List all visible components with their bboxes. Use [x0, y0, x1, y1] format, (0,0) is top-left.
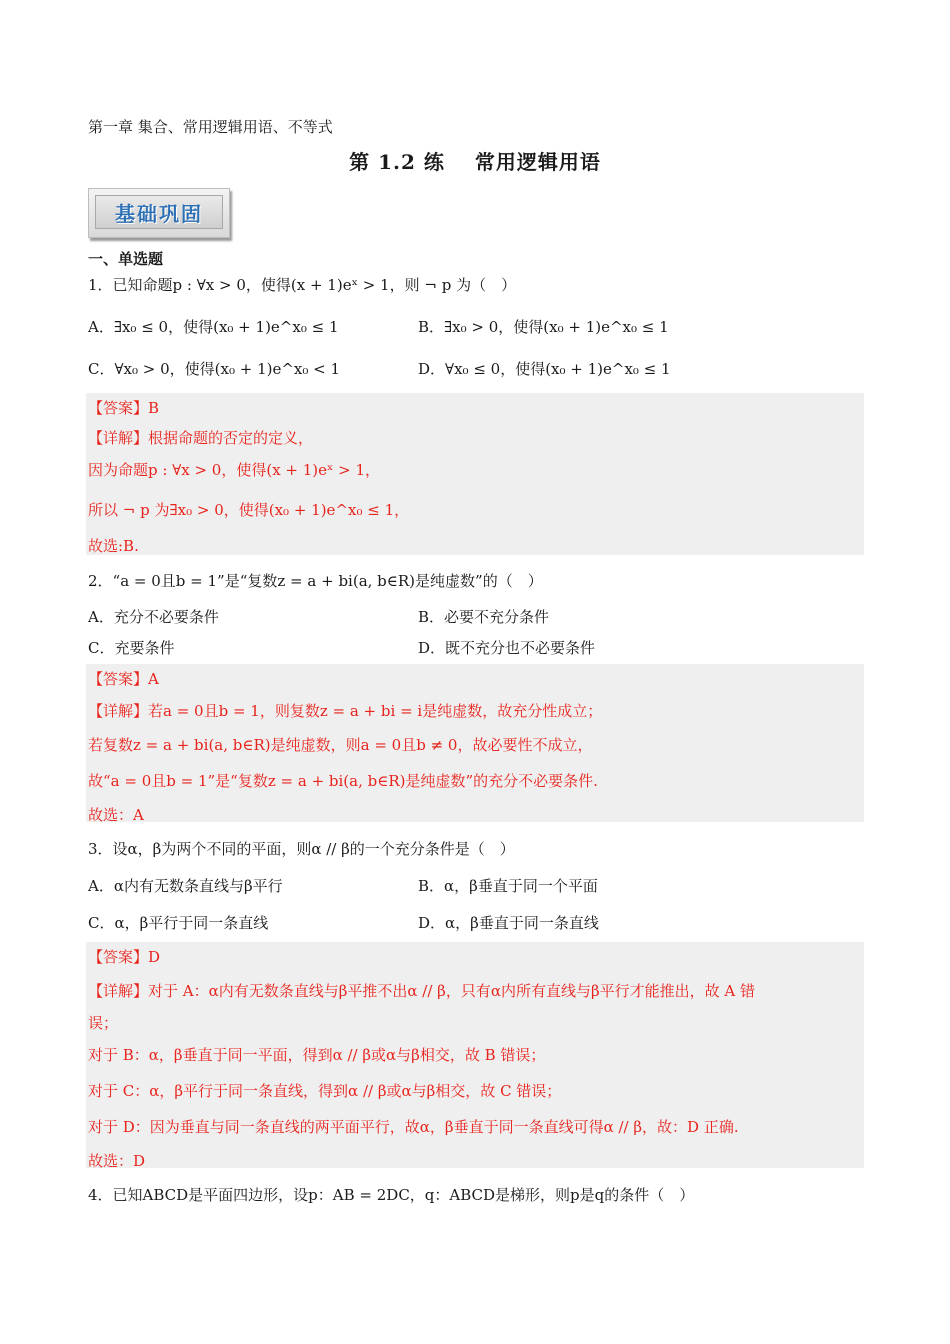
question-3-detail-line: 故选：D — [88, 1152, 146, 1170]
question-1-detail-line: 【详解】根据命题的否定的定义， — [88, 429, 314, 447]
question-1-option-b: B．∃x₀ > 0，使得(x₀ + 1)e^x₀ ≤ 1 — [418, 318, 669, 336]
section-badge — [88, 188, 230, 238]
question-2-detail-line: 故选：A — [88, 806, 144, 824]
question-1-answer: 【答案】B — [88, 399, 160, 417]
question-1-detail-line: 所以 ¬ p 为∃x₀ > 0，使得(x₀ + 1)e^x₀ ≤ 1， — [88, 501, 410, 519]
section-badge-label: 基础巩固 — [95, 195, 223, 229]
section-heading: 一、单选题 — [88, 250, 164, 268]
question-4-stem: 4．已知ABCD是平面四边形，设p：AB = 2DC，q：ABCD是梯形，则p是q的条件（ ） — [88, 1186, 695, 1204]
question-1-detail-line: 因为命题p : ∀x > 0，使得(x + 1)eˣ > 1， — [88, 461, 381, 479]
question-2-option-b: B．必要不充分条件 — [418, 608, 550, 626]
question-3-answer-block — [86, 942, 864, 1168]
title-topic: 常用逻辑用语 — [474, 150, 601, 174]
question-3-detail-line: 误； — [88, 1014, 119, 1032]
question-3-detail-line: 【详解】对于 A：α内有无数条直线与β平推不出α // β，只有α内所有直线与β平行才能推出，故 A 错 — [88, 982, 756, 1000]
question-2-detail-line: 故“a = 0且b = 1”是“复数z = a + bi(a, b∈R)是纯虚数”的充分不必要条件. — [88, 772, 598, 790]
question-1-option-d: D．∀x₀ ≤ 0，使得(x₀ + 1)e^x₀ ≤ 1 — [418, 360, 671, 378]
question-3-detail-line: 对于 C：α，β平行于同一条直线，得到α // β或α与β相交，故 C 错误； — [88, 1082, 562, 1100]
question-3-option-b: B．α，β垂直于同一个平面 — [418, 877, 598, 895]
question-3-option-d: D．α，β垂直于同一条直线 — [418, 914, 599, 932]
question-2-stem: 2．“a = 0且b = 1”是“复数z = a + bi(a, b∈R)是纯虚数”的（ ） — [88, 572, 543, 590]
question-1-stem: 1．已知命题p : ∀x > 0，使得(x + 1)eˣ > 1，则 ¬ p 为（ ） — [88, 276, 517, 294]
question-2-option-c: C．充要条件 — [88, 639, 175, 657]
chapter-heading: 第一章 集合、常用逻辑用语、不等式 — [88, 118, 333, 136]
question-3-option-c: C．α，β平行于同一条直线 — [88, 914, 269, 932]
question-3-answer: 【答案】D — [88, 948, 161, 966]
question-1-option-a: A．∃x₀ ≤ 0，使得(x₀ + 1)e^x₀ ≤ 1 — [88, 318, 339, 336]
title-number: 第 1.2 练 — [349, 150, 445, 174]
question-2-option-a: A．充分不必要条件 — [88, 608, 219, 626]
question-3-stem: 3．设α，β为两个不同的平面，则α // β的一个充分条件是（ ） — [88, 840, 515, 858]
question-2-detail-line: 若复数z = a + bi(a, b∈R)是纯虚数，则a = 0且b ≠ 0，故必要性不成立， — [88, 736, 593, 754]
question-2-answer-block — [86, 664, 864, 822]
question-3-option-a: A．α内有无数条直线与β平行 — [88, 877, 283, 895]
question-2-option-d: D．既不充分也不必要条件 — [418, 639, 596, 657]
question-1-detail-line: 故选:B. — [88, 537, 139, 555]
question-3-detail-line: 对于 D：因为垂直与同一条直线的两平面平行，故α，β垂直于同一条直线可得α // β，故：D 正确. — [88, 1118, 739, 1136]
question-2-detail-line: 【详解】若a = 0且b = 1，则复数z = a + bi = i是纯虚数，故充分性成立； — [88, 702, 603, 720]
page-title — [0, 146, 950, 175]
question-1-answer-block — [86, 393, 864, 555]
question-3-detail-line: 对于 B：α，β垂直于同一平面，得到α // β或α与β相交，故 B 错误； — [88, 1046, 546, 1064]
question-2-answer: 【答案】A — [88, 670, 159, 688]
question-1-option-c: C．∀x₀ > 0，使得(x₀ + 1)e^x₀ < 1 — [88, 360, 341, 378]
